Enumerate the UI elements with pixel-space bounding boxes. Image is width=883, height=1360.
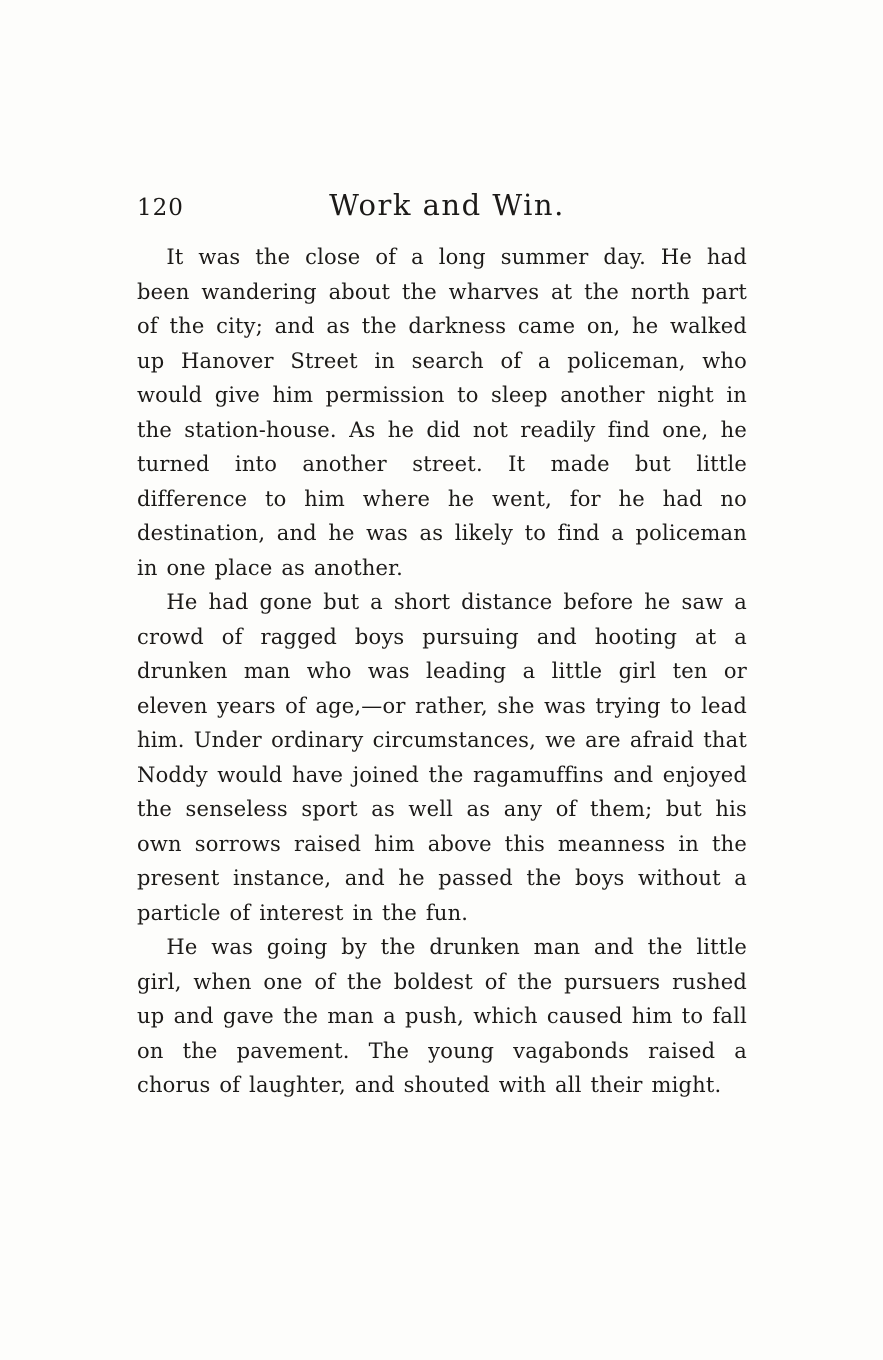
paragraph-1: It was the close of a long summer day. He had been wandering about the wharves at the north part of the city; and as the darkness came on, he walked up Hanover Street in search of a policeman, who would give him permission to sleep another night in the station-house. As he did not readily find one, he turned into another street. It made but little difference to him where he went, for he had no destination, and he was as likely to find a policeman in one place as another. <box>137 245 747 580</box>
body-text <box>137 240 747 1103</box>
paragraph-3: He was going by the drunken man and the little girl, when one of the boldest of the pursuers rushed up and gave the man a push, which caused him to fall on the pavement. The young vagabonds raised a chorus of laughter, and shouted with all their might. <box>137 935 747 1097</box>
page-title: Work and Win. <box>329 188 565 222</box>
text-block <box>137 188 747 1103</box>
paragraph-2: He had gone but a short distance before he saw a crowd of ragged boys pursuing and hooting at a drunken man who was leading a little girl ten or eleven years of age,—or rather, she was trying to lead him. Under ordinary circumstances, we are afraid that Noddy would have joined the ragamuffins and enjoyed the senseless sport as well as any of them; but his own sorrows raised him above this meanness in the present instance, and he passed the boys without a particle of interest in the fun. <box>137 590 747 925</box>
running-head <box>137 188 747 222</box>
page-number: 120 <box>137 195 184 221</box>
